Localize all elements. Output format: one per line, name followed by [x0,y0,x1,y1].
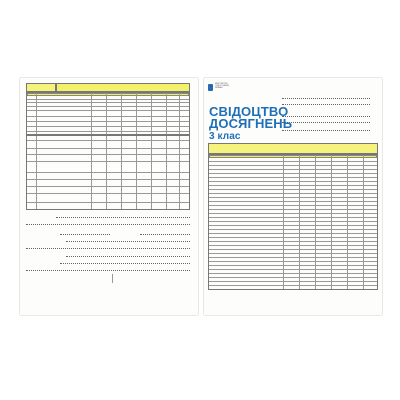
ministry-label: МІНІСТЕРСТВО ОСВІТИ І НАУКИ УКРАЇНИ [215,83,229,90]
field-line-2 [26,224,190,225]
school-field-2 [282,122,370,123]
left-top-grid [26,92,190,135]
right-certificate-page [204,78,382,315]
field-line-8 [60,263,190,264]
left-table-header-left [26,83,56,92]
year-field [282,130,370,131]
right-section-header-row [209,155,377,158]
field-line-6 [26,248,190,249]
field-line-5 [66,241,190,242]
coat-of-arms-icon [208,84,213,91]
school-field [282,116,370,117]
certificate-title: СВІДОЦТВО ДОСЯГНЕНЬ 3 клас [209,104,293,142]
left-table-header [56,83,190,92]
field-line-3 [60,234,110,235]
right-grades-grid [208,154,378,290]
right-table-header [208,143,378,154]
field-line-4 [140,234,190,235]
field-line-1 [56,217,190,218]
left-certificate-page [20,78,198,315]
grade-subtitle: 3 клас [209,131,241,142]
left-middle-grid [26,135,190,210]
field-line-7 [66,256,190,257]
name-field [282,98,370,99]
name-field-2 [282,104,370,105]
field-line-9 [26,270,190,271]
section-header-row [27,93,189,96]
imprint-block [112,274,139,283]
